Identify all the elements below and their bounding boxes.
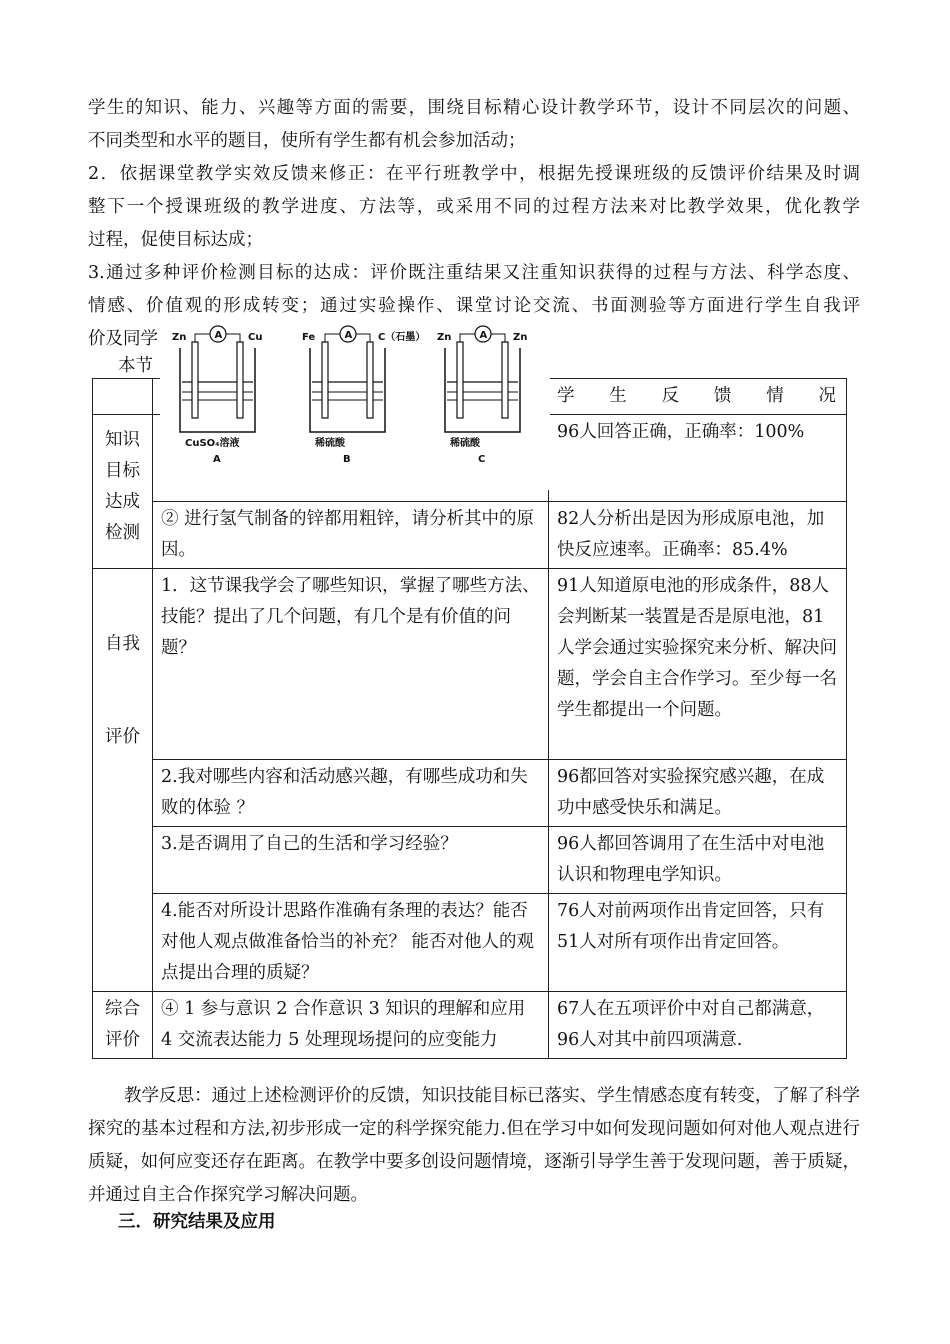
question-cell: 2.我对哪些内容和活动感兴趣，有哪些成功和失败的体验 ？ (153, 760, 549, 827)
galvanic-cells-figure (160, 320, 550, 490)
wire (195, 334, 210, 342)
intro-line: 情感、价值观的形成转变；通过实验操作、课堂讨论交流、书面测验等方面进行学生自我评 (88, 296, 860, 316)
beaker (445, 348, 520, 432)
electrode-left (457, 342, 463, 418)
solution-label: CuSO₄溶液 (185, 438, 240, 449)
question-cell: 3.是否调用了自己的生活和学习经验？ (153, 827, 549, 894)
answer-cell: 67人在五项评价中对自己都满意，96人对其中前四项满意. (549, 992, 847, 1059)
table-row (93, 569, 847, 760)
intro-line: 过程，促使目标达成； (88, 230, 263, 250)
table-row (93, 894, 847, 992)
category-self-eval (93, 569, 153, 992)
intro-line: 整下一个授课班级的教学进度、方法等，或采用不同的过程方法来对比教学效果，优化教学 (88, 197, 860, 217)
question-cell: 4.能否对所设计思路作准确有条理的表达？能否对他人观点做准备恰当的补充？ 能否对他人的观点提出合理的质疑？ (153, 894, 549, 992)
category-overall (93, 992, 153, 1059)
question-cell: ④ 1 参与意识 2 合作意识 3 知识的理解和应用 4 交流表达能力 5 处理现场提问的应变能力 (153, 992, 549, 1059)
answer-cell: 96人都回答调用了在生活中对电池认识和物理电学知识。 (549, 827, 847, 894)
ammeter-label: A (214, 330, 223, 341)
answer-cell: 96人回答正确，正确率：100% (549, 415, 847, 502)
answer-cell: 76人对前两项作出肯定回答，只有51人对所有项作出肯定回答。 (549, 894, 847, 992)
electrode-left (322, 342, 328, 418)
intro-line: 学生的知识、能力、兴趣等方面的需要，围绕目标精心设计教学环节，设计不同层次的问题、 (88, 98, 860, 118)
wire (491, 334, 505, 342)
category-knowledge (93, 415, 153, 569)
table-row (93, 502, 847, 569)
ammeter-label: A (344, 330, 353, 341)
electrode-label: C（石墨） (378, 332, 426, 343)
wire (325, 334, 340, 342)
intro-line: 3.通过多种评价检测目标的达成：评价既注重结果又注重知识获得的过程与方法、科学态度、 (88, 263, 860, 283)
electrode-label: Zn (437, 332, 452, 343)
intro-paragraph (88, 92, 860, 356)
wire (460, 334, 475, 342)
beaker (310, 348, 385, 432)
ammeter-label: A (479, 330, 488, 341)
category-label: 知识目标达成检测 (105, 430, 140, 543)
category-label: 评价 (105, 727, 140, 747)
category-label: 自我 (105, 634, 140, 654)
solution-label: 稀硫酸 (315, 438, 345, 449)
reflection-paragraph: 教学反思：通过上述检测评价的反馈，知识技能目标已落实、学生情感态度有转变，了解了科学探究的基本过程和方法,初步形成一定的科学探究能力.但在学习中如何发现问题如何对他人观点进行质疑，如何应变还存在距离。在教学中要多创设问题情境，逐渐引导学生善于发现问题，善于质疑，并通过自主合作探究学习解决问题。 (88, 1086, 860, 1205)
beaker (180, 348, 255, 432)
electrode-right (367, 342, 373, 418)
header-empty-cell (93, 379, 153, 415)
solution-label: 稀硫酸 (450, 438, 480, 449)
question-cell: ② 进行氢气制备的锌都用粗锌，请分析其中的原因。 (153, 502, 549, 569)
electrode-label: Zn (172, 332, 187, 343)
cell-label: B (343, 454, 351, 465)
intro-line: 2．依据课堂教学实效反馈来修正：在平行班教学中，根据先授课班级的反馈评价结果及时调 (88, 164, 860, 184)
cell-label: A (213, 454, 221, 465)
table-row (93, 992, 847, 1059)
header-feedback: 学 生 反 馈 情 况 (549, 379, 847, 415)
galvanic-cells-diagram (160, 320, 550, 490)
electrode-left (192, 342, 198, 418)
wire (356, 334, 370, 342)
answer-cell: 82人分析出是因为形成原电池，加快反应速率。正确率：85.4% (549, 502, 847, 569)
table-row (93, 760, 847, 827)
category-label: 综合评价 (105, 999, 140, 1050)
section-heading: 三．研究结果及应用 (118, 1212, 276, 1232)
wire (226, 334, 240, 342)
electrode-label: Fe (302, 332, 316, 343)
table-row (93, 827, 847, 894)
intro-line: 价及同学 (88, 329, 158, 349)
cell-label: C (478, 454, 486, 465)
intro-line: 不同类型和水平的题目，使所有学生都有机会参加活动； (88, 131, 526, 151)
electrode-right (502, 342, 508, 418)
electrode-label: Zn (513, 332, 528, 343)
answer-cell: 96都回答对实验探究感兴趣，在成功中感受快乐和满足。 (549, 760, 847, 827)
electrode-label: Cu (248, 332, 263, 343)
electrode-right (237, 342, 243, 418)
question-cell: 1．这节课我学会了哪些知识，掌握了哪些方法、技能？提出了几个问题，有几个是有价值的问题？ (153, 569, 549, 760)
answer-cell: 91人知道原电池的形成条件，88人会判断某一装置是否是原电池，81人学会通过实验探究来分析、解决问题，学会自主合作学习。至少每一名学生都提出一个问题。 (549, 569, 847, 760)
table-caption: 本节 (118, 356, 153, 376)
